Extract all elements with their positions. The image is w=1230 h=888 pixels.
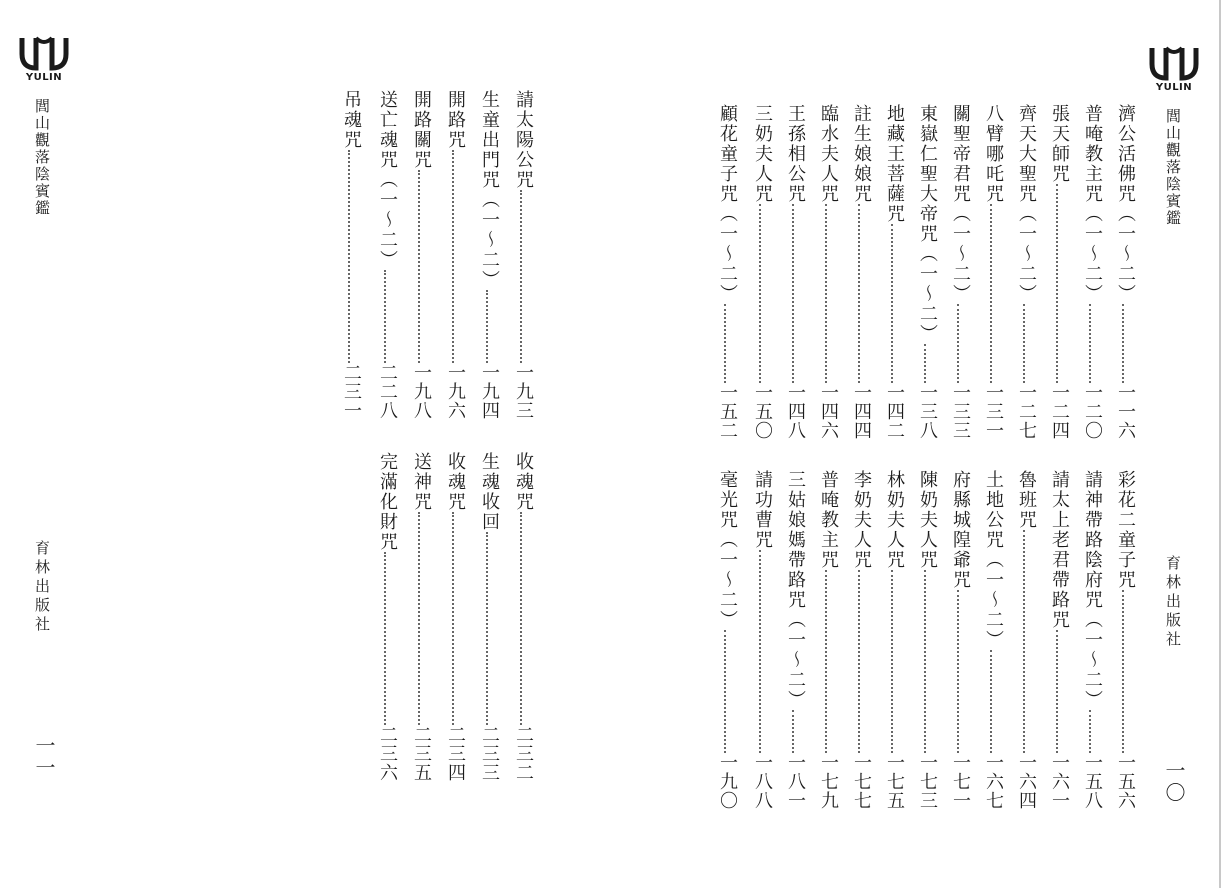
leader-dots [990,650,996,753]
leader-dots [1023,530,1029,753]
entry-title: 林奶夫人咒 [884,470,905,570]
entry-title: 李奶夫人咒 [851,470,872,570]
toc-entry [712,470,742,810]
leader-dots [792,710,798,753]
entry-title: 府縣城隍爺咒 [950,470,971,590]
toc-entry [372,90,402,420]
left-publisher: 育林出版社 [33,540,51,635]
right-logo-text: YULIN [1155,82,1193,93]
entry-page: 一四八 [785,383,806,440]
entry-page: 一二四 [1049,383,1070,440]
entry-page: 二三五 [411,725,432,782]
entry-page: 一五六 [1115,753,1136,810]
left-logo-text: YULIN [25,72,63,83]
toc-entry [912,104,942,440]
leader-dots [486,532,492,725]
entry-page: 一五二 [717,383,738,440]
toc-entry [846,470,876,810]
toc-entry [912,470,942,810]
entry-page: 一五〇 [752,383,773,440]
leader-dots [924,570,930,753]
entry-page: 二三一 [341,363,362,420]
leader-dots [418,512,424,725]
toc-entry [747,104,777,440]
entry-title: 彩花二童子咒 [1115,470,1136,590]
entry-page: 一九四 [479,363,500,420]
toc-entry [406,452,436,782]
entry-page: 一七七 [851,753,872,810]
entry-page: 一八一 [785,753,806,810]
toc-entry [945,104,975,440]
entry-page: 一四二 [884,383,905,440]
entry-title: 普唵教主咒 [818,470,839,570]
entry-page: 一三三 [950,383,971,440]
entry-page: 一七一 [950,753,971,810]
entry-page: 一八八 [752,753,773,810]
entry-title: 濟公活佛咒（一〜二） [1115,104,1136,304]
toc-entry [879,470,909,810]
entry-title: 地藏王菩薩咒 [884,104,905,224]
leader-dots [486,290,492,363]
entry-title: 收魂咒 [445,452,466,512]
leader-dots [1023,304,1029,383]
entry-title: 八臂哪吒咒 [983,104,1004,204]
entry-title: 土地公咒（一〜二） [983,470,1004,650]
right-publisher: 育林出版社 [1164,555,1182,650]
toc-entry [747,470,777,810]
entry-page: 一四六 [818,383,839,440]
yulin-logo-icon [18,34,70,74]
entry-title: 臨水夫人咒 [818,104,839,204]
entry-title: 送亡魂咒（一〜二） [377,90,398,270]
entry-page: 一七五 [884,753,905,810]
entry-page: 二三四 [445,725,466,782]
entry-title: 東嶽仁聖大帝咒（一〜二） [917,104,938,344]
entry-page: 一四四 [851,383,872,440]
toc-entry [474,90,504,420]
leader-dots [957,590,963,753]
leader-dots [825,204,831,383]
entry-title: 三姑娘媽帶路咒（一〜二） [785,470,806,710]
entry-title: 普唵教主咒（一〜二） [1082,104,1103,304]
entry-title: 送神咒 [411,452,432,512]
entry-title: 齊天大聖咒（一〜二） [1016,104,1037,304]
entry-page: 一二七 [1016,383,1037,440]
entry-title: 請太陽公咒 [513,90,534,190]
leader-dots [418,170,424,363]
entry-title: 註生娘娘咒 [851,104,872,204]
leader-dots [1122,304,1128,383]
toc-entry [1011,104,1041,440]
entry-page: 一六一 [1049,753,1070,810]
entry-title: 開路關咒 [411,90,432,170]
entry-title: 陳奶夫人咒 [917,470,938,570]
entry-page: 一六七 [983,753,1004,810]
toc-entry [440,90,470,420]
entry-page: 二三二 [513,725,534,782]
toc-entry [712,104,742,440]
yulin-logo-icon [1148,44,1200,84]
leader-dots [858,204,864,383]
leader-dots [858,570,864,753]
leader-dots [1056,630,1062,753]
leader-dots [520,190,526,363]
toc-entry [440,452,470,782]
toc-entry [780,470,810,810]
leader-dots [1122,590,1128,753]
right-book-title: 閭山觀落陰賓鑑 [1164,108,1182,227]
right-publisher-logo [1148,44,1200,104]
entry-title: 請太上老君帶路咒 [1049,470,1070,630]
entry-page: 二三三 [479,725,500,782]
entry-title: 毫光咒（一〜二） [717,470,738,630]
leader-dots [724,304,730,383]
scan-edge-line [1219,0,1221,888]
leader-dots [452,512,458,725]
toc-entry [978,470,1008,810]
leader-dots [825,570,831,753]
left-book-title: 閭山觀落陰賓鑑 [33,98,51,217]
entry-page: 一九〇 [717,753,738,810]
entry-title: 收魂咒 [513,452,534,512]
toc-entry [1077,104,1107,440]
entry-title: 請神帶路陰府咒（一〜二） [1082,470,1103,710]
toc-entry [1044,470,1074,810]
entry-page: 二二八 [377,363,398,420]
entry-page: 一二〇 [1082,383,1103,440]
entry-title: 生童出門咒（一〜二） [479,90,500,290]
leader-dots [1056,184,1062,383]
leader-dots [1089,304,1095,383]
entry-title: 請功曹咒 [752,470,773,550]
left-page-number: 一一 [32,735,56,779]
entry-title: 王孫相公咒 [785,104,806,204]
toc-entry [508,452,538,782]
leader-dots [520,512,526,725]
toc-entry [780,104,810,440]
leader-dots [724,630,730,753]
leader-dots [1089,710,1095,753]
entry-page: 一六四 [1016,753,1037,810]
entry-page: 一一六 [1115,383,1136,440]
toc-entry [372,452,402,782]
leader-dots [759,204,765,383]
toc-entry [336,90,366,420]
leader-dots [990,204,996,383]
leader-dots [891,224,897,383]
leader-dots [452,150,458,363]
entry-title: 張天師咒 [1049,104,1070,184]
leader-dots [384,552,390,725]
toc-entry [846,104,876,440]
leader-dots [792,204,798,383]
entry-page: 一五八 [1082,753,1103,810]
entry-page: 一九八 [411,363,432,420]
toc-entry [1110,104,1140,440]
toc-entry [879,104,909,440]
toc-entry [978,104,1008,440]
leader-dots [384,270,390,363]
toc-entry [508,90,538,420]
entry-title: 生魂收回 [479,452,500,532]
toc-entry [1110,470,1140,810]
left-publisher-logo [18,34,70,94]
entry-page: 一七九 [818,753,839,810]
leader-dots [924,344,930,383]
leader-dots [891,570,897,753]
right-page-number: 一〇 [1162,760,1186,804]
entry-page: 一九三 [513,363,534,420]
entry-page: 二三六 [377,725,398,782]
entry-title: 關聖帝君咒（一〜二） [950,104,971,304]
toc-entry [474,452,504,782]
toc-entry [813,104,843,440]
leader-dots [957,304,963,383]
entry-page: 一七三 [917,753,938,810]
toc-entry [945,470,975,810]
entry-title: 魯班咒 [1016,470,1037,530]
entry-title: 開路咒 [445,90,466,150]
entry-page: 一九六 [445,363,466,420]
entry-title: 吊魂咒 [341,90,362,150]
entry-title: 三奶夫人咒 [752,104,773,204]
entry-title: 顧花童子咒（一〜二） [717,104,738,304]
toc-entry [1011,470,1041,810]
leader-dots [759,550,765,753]
toc-entry [1044,104,1074,440]
toc-entry [1077,470,1107,810]
toc-entry [406,90,436,420]
entry-page: 一三八 [917,383,938,440]
leader-dots [348,150,354,363]
toc-entry [813,470,843,810]
entry-page: 一三一 [983,383,1004,440]
entry-title: 完滿化財咒 [377,452,398,552]
